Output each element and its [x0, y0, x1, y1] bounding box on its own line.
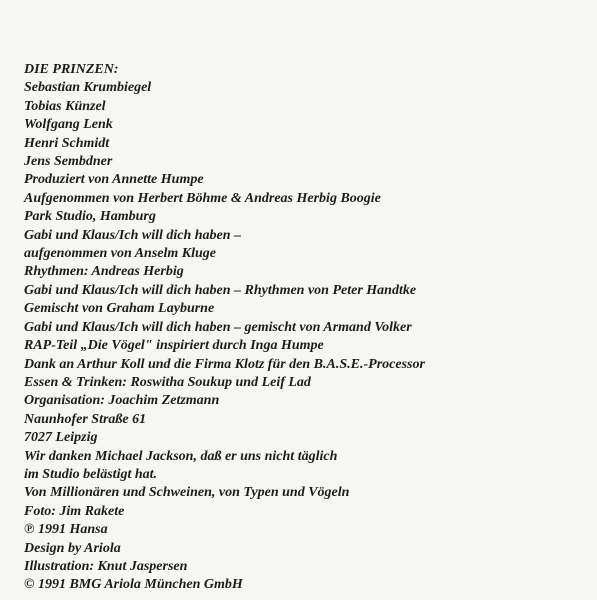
credit-line: Gabi und Klaus/Ich will dich haben – Rhythmen von Peter Handtke [24, 282, 417, 298]
credit-line: Design by Ariola [24, 540, 121, 556]
credit-line: Aufgenommen von Herbert Böhme & Andreas Herbig Boogie [24, 190, 381, 206]
credit-line: Essen & Trinken: Roswitha Soukup und Leif Lad [24, 374, 311, 390]
credits-text-block [24, 61, 584, 595]
address-line: Naunhofer Straße 61 [24, 411, 147, 427]
band-member: Sebastian Krumbiegel [24, 80, 152, 96]
credit-line: Von Millionären und Schweinen, von Typen und Vögeln [24, 485, 350, 501]
credit-line: Illustration: Knut Jaspersen [24, 558, 188, 574]
band-member: Henri Schmidt [24, 135, 110, 151]
band-member: Jens Sembdner [24, 154, 113, 170]
credit-line: Gemischt von Graham Layburne [24, 301, 215, 317]
credit-line: Wir danken Michael Jackson, daß er uns nicht täglich [24, 448, 338, 464]
address-line: 7027 Leipzig [24, 430, 98, 446]
credit-line: Gabi und Klaus/Ich will dich haben – [24, 227, 242, 243]
copyright-line: ℗ 1991 Hansa [24, 522, 108, 538]
credit-line: im Studio belästigt hat. [24, 466, 158, 482]
credit-line: Rhythmen: Andreas Herbig [24, 264, 184, 280]
credit-line: Park Studio, Hamburg [24, 209, 156, 225]
credit-line: aufgenommen von Anselm Kluge [24, 246, 217, 262]
band-heading: DIE PRINZEN: [24, 62, 119, 77]
credit-line: Produziert von Annette Humpe [24, 172, 204, 188]
credit-line: RAP-Teil „Die Vögel" inspiriert durch Inga Humpe [24, 338, 324, 354]
band-member: Tobias Künzel [24, 98, 106, 114]
credit-line: Gabi und Klaus/Ich will dich haben – gemischt von Armand Volker [24, 319, 412, 335]
credit-line: Foto: Jim Rakete [24, 503, 125, 519]
credit-line: Organisation: Joachim Zetzmann [24, 393, 220, 409]
band-member: Wolfgang Lenk [24, 117, 113, 133]
credit-line: Dank an Arthur Koll und die Firma Klotz für den B.A.S.E.-Processor [24, 356, 425, 372]
copyright-line: © 1991 BMG Ariola München GmbH [24, 577, 243, 593]
